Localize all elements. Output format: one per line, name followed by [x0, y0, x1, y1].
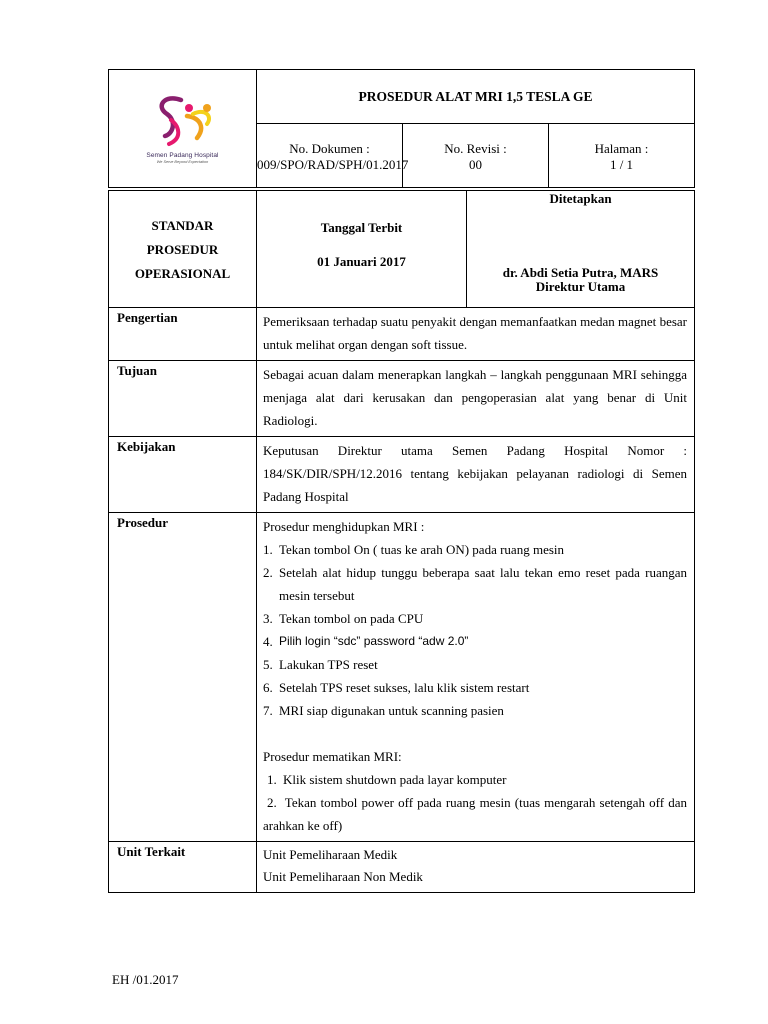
sop-line-2: PROSEDUR — [146, 242, 219, 257]
list-item: 7. MRI siap digunakan untuk scanning pasien — [263, 703, 504, 718]
document-header — [108, 69, 695, 188]
tujuan-text: Sebagai acuan dalam menerapkan langkah – langkah penggunaan MRI sehingga menjaga alat dari kerusakan dan pengoperasian alat yang benar di Unit Radiologi. — [257, 361, 695, 437]
doc-number-cell — [257, 124, 409, 188]
kebijakan-text: Keputusan Direktur utama Semen Padang Hospital Nomor : 184/SK/DIR/SPH/12.2016 tentang kebijakan pelayanan radiologi di Semen Padang Hospital — [257, 437, 695, 513]
list-item: 2. Setelah alat hidup tunggu beberapa saat lalu tekan emo reset pada ruangan mesin tersebut — [263, 565, 687, 603]
document-title: PROSEDUR ALAT MRI 1,5 TESLA GE — [257, 70, 695, 124]
list-item: Unit Pemeliharaan Non Medik — [263, 869, 423, 884]
pengertian-text: Pemeriksaan terhadap suatu penyakit dengan memanfaatkan medan magnet besar untuk melihat organ dengan soft tissue. — [257, 308, 695, 361]
signer-name: dr. Abdi Setia Putra, MARS — [502, 265, 659, 280]
prosedur-label: Prosedur — [109, 513, 257, 842]
unit-label: Unit Terkait — [109, 842, 257, 893]
issue-date-label: Tanggal Terbit — [320, 220, 403, 235]
kebijakan-label: Kebijakan — [109, 437, 257, 513]
logo-cell — [109, 70, 257, 188]
list-item: 2. Tekan tombol power off pada ruang mesin (tuas mengarah setengah off dan arahkan ke off) — [263, 795, 687, 833]
revision-value: 00 — [469, 156, 482, 172]
logo-name: Semen Padang Hospital — [146, 151, 219, 159]
list-item: 1. Tekan tombol On ( tuas ke arah ON) pada ruang mesin — [263, 542, 565, 557]
tujuan-label: Tujuan — [109, 361, 257, 437]
doc-number-value: 009/SPO/RAD/SPH/01.2017 — [257, 156, 409, 172]
revision-cell — [403, 124, 549, 188]
list-item: Unit Pemeliharaan Medik — [263, 847, 398, 862]
row-prosedur — [109, 513, 695, 842]
list-item: 6. Setelah TPS reset sukses, lalu klik sistem restart — [263, 680, 530, 695]
hospital-logo-icon — [143, 94, 223, 150]
approval-cell — [467, 191, 695, 308]
row-tujuan — [109, 361, 695, 437]
list-item: 1. Klik sistem shutdown pada layar komputer — [267, 772, 507, 787]
signer-title: Direktur Utama — [535, 279, 626, 294]
row-kebijakan — [109, 437, 695, 513]
row-pengertian — [109, 308, 695, 361]
sop-document — [108, 69, 695, 893]
prosedur-content — [257, 513, 695, 842]
pengertian-label: Pengertian — [109, 308, 257, 361]
list-item: 4. Pilih login “sdc” password “adw 2.0” — [263, 634, 469, 649]
footer-code: EH /01.2017 — [112, 972, 179, 987]
sop-line-3: OPERASIONAL — [134, 266, 231, 281]
revision-label: No. Revisi : — [444, 140, 507, 156]
row-unit-terkait — [109, 842, 695, 893]
prosedur-off-title: Prosedur mematikan MRI: — [263, 749, 402, 764]
unit-content — [257, 842, 695, 893]
list-item: 5. Lakukan TPS reset — [263, 657, 378, 672]
hospital-logo — [109, 94, 256, 164]
page-label: Halaman : — [594, 140, 649, 156]
page-cell — [549, 124, 695, 188]
sop-line-1: STANDAR — [151, 218, 214, 233]
approved-label: Ditetapkan — [549, 191, 612, 206]
issue-date-cell — [257, 191, 467, 308]
logo-tagline: We Serve Beyond Expectation — [156, 159, 209, 164]
document-body — [108, 190, 695, 893]
list-item: 3. Tekan tombol on pada CPU — [263, 611, 424, 626]
issue-date-value: 01 Januari 2017 — [317, 254, 406, 269]
sop-title-cell — [109, 191, 257, 308]
page-value: 1 / 1 — [609, 156, 634, 172]
doc-number-label: No. Dokumen : — [289, 140, 370, 156]
prosedur-on-title: Prosedur menghidupkan MRI : — [263, 519, 425, 534]
